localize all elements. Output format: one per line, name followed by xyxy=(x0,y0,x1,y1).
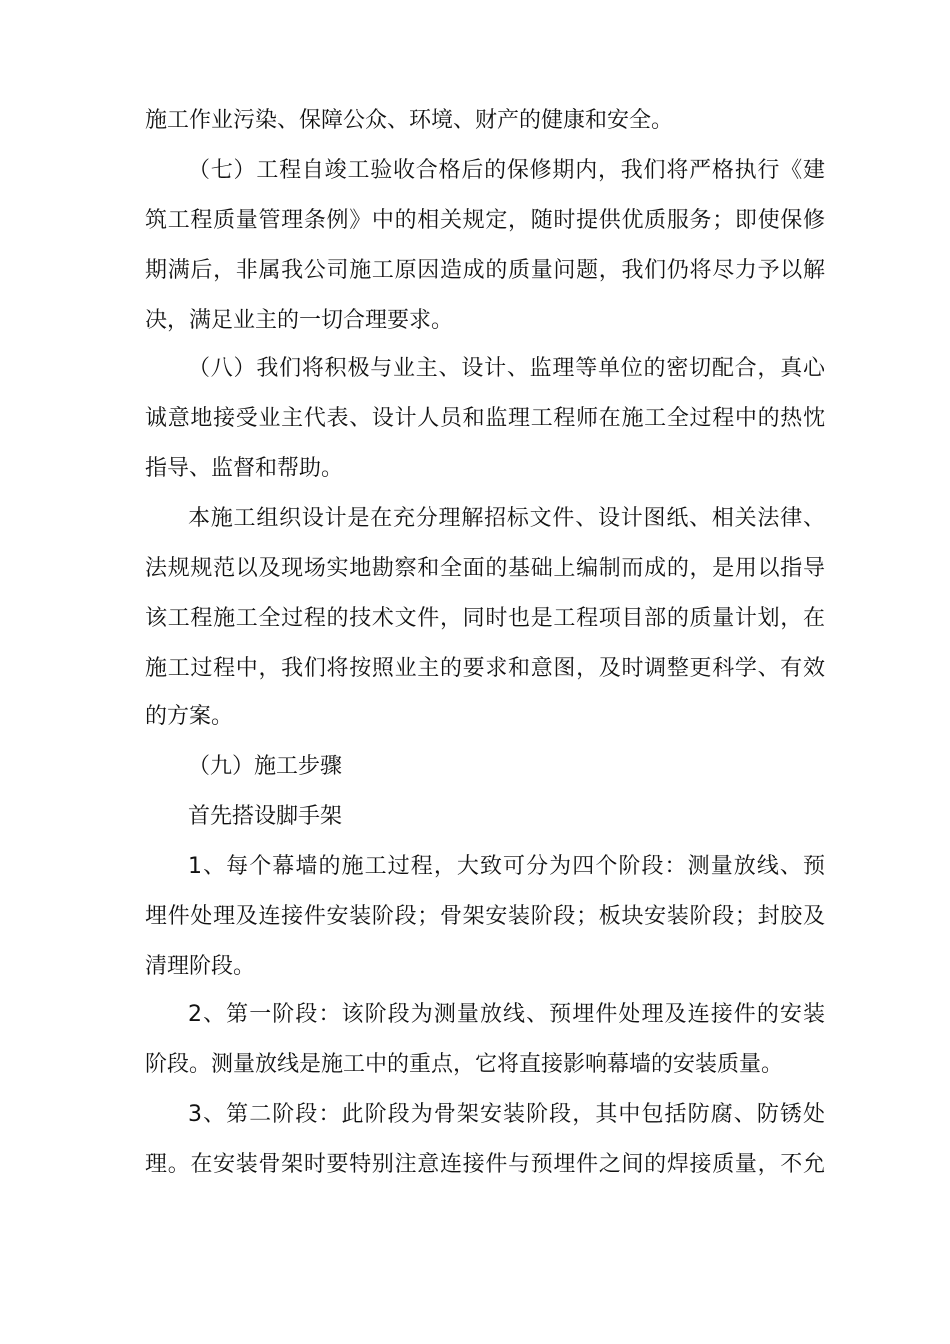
step-1-line: 埋件处理及连接件安装阶段；骨架安装阶段；板块安装阶段；封胶及 xyxy=(145,904,825,929)
step-2-line: 阶段。测量放线是施工中的重点，它将直接影响幕墙的安装质量。 xyxy=(145,1052,784,1077)
summary-paragraph-line: 的方案。 xyxy=(145,704,234,729)
summary-paragraph-line: 该工程施工全过程的技术文件，同时也是工程项目部的质量计划，在 xyxy=(145,606,825,631)
paragraph-7-line: 筑工程质量管理条例》中的相关规定，随时提供优质服务；即使保修 xyxy=(145,208,825,233)
paragraph-8-line: 诚意地接受业主代表、设计人员和监理工程师在施工全过程中的热忱 xyxy=(145,406,825,431)
step-1-line: 清理阶段。 xyxy=(145,954,256,979)
step-3-line: 3、第二阶段：此阶段为骨架安装阶段，其中包括防腐、防锈处 xyxy=(188,1102,825,1127)
step-3-line: 理。在安装骨架时要特别注意连接件与预埋件之间的焊接质量，不允 xyxy=(145,1152,825,1177)
step-2-line: 2、第一阶段：该阶段为测量放线、预埋件处理及连接件的安装 xyxy=(188,1002,825,1027)
paragraph-7-line: 期满后，非属我公司施工原因造成的质量问题，我们仍将尽力予以解 xyxy=(145,258,825,283)
paragraph-7-line: 决，满足业主的一切合理要求。 xyxy=(145,308,454,333)
paragraph-8-line: 指导、监督和帮助。 xyxy=(145,456,344,481)
summary-paragraph-line: 施工过程中，我们将按照业主的要求和意图，及时调整更科学、有效 xyxy=(145,656,825,681)
step-1-line: 1、每个幕墙的施工过程，大致可分为四个阶段：测量放线、预 xyxy=(188,854,825,879)
section-heading: （九）施工步骤 xyxy=(188,754,343,779)
step-intro: 首先搭设脚手架 xyxy=(188,804,343,829)
paragraph-7-line: （七）工程自竣工验收合格后的保修期内，我们将严格执行《建 xyxy=(188,158,825,183)
body-text-line: 施工作业污染、保障公众、环境、财产的健康和安全。 xyxy=(145,108,674,133)
summary-paragraph-line: 法规规范以及现场实地勘察和全面的基础上编制而成的，是用以指导 xyxy=(145,556,825,581)
summary-paragraph-line: 本施工组织设计是在充分理解招标文件、设计图纸、相关法律、 xyxy=(188,506,825,531)
paragraph-8-line: （八）我们将积极与业主、设计、监理等单位的密切配合，真心 xyxy=(188,356,825,381)
